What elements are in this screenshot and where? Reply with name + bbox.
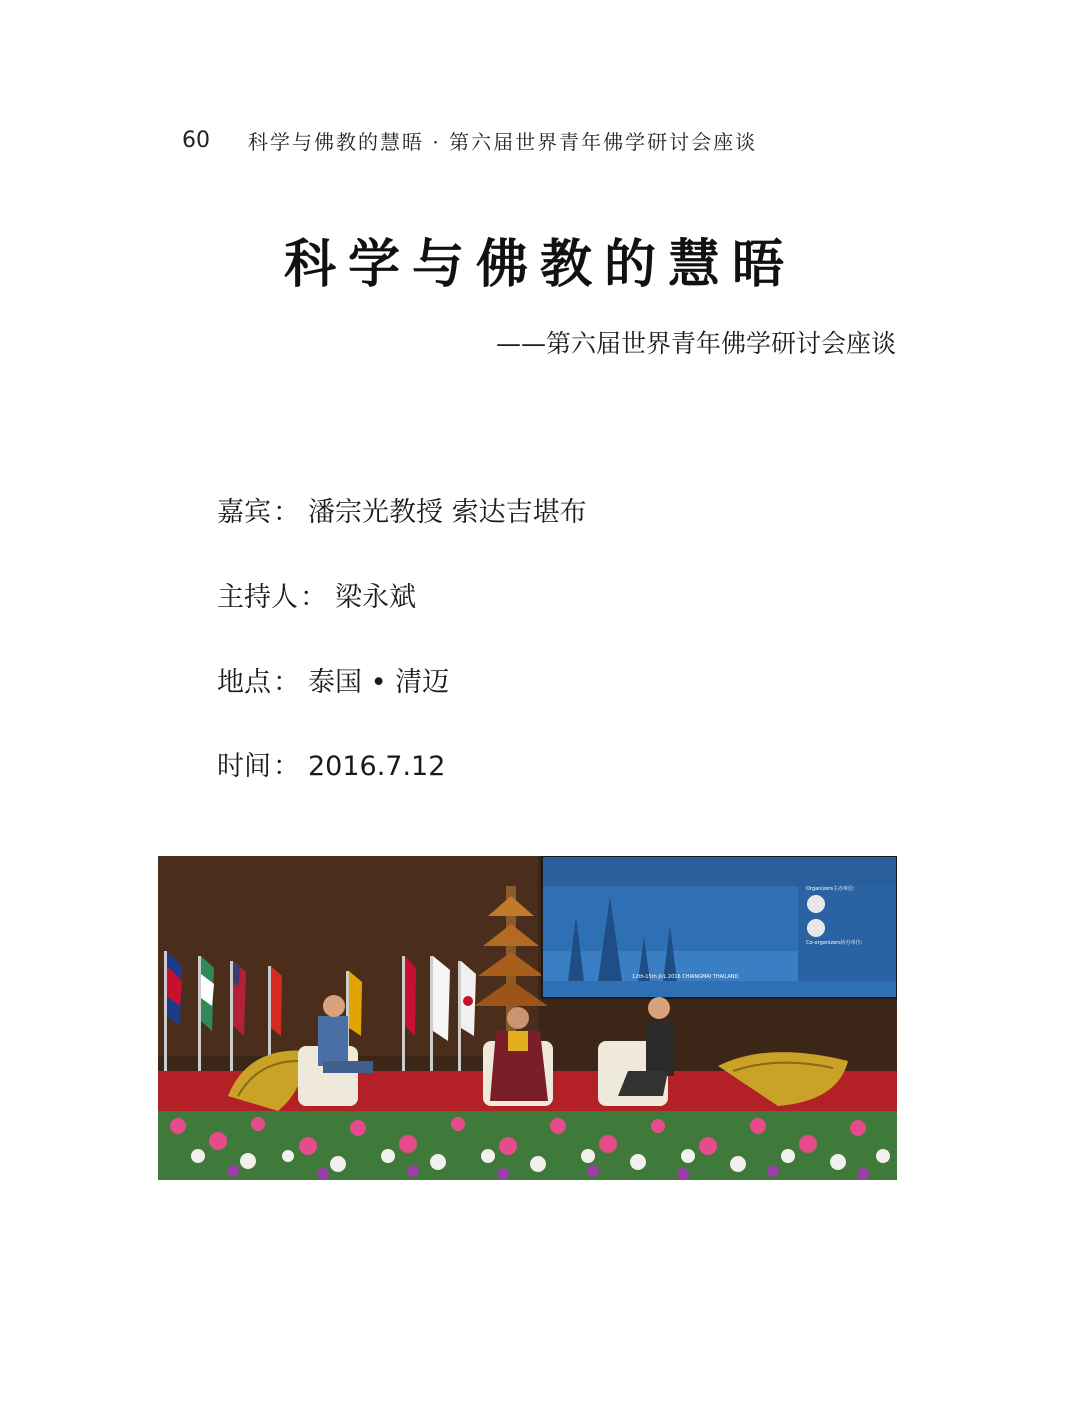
host-label: 主持人	[217, 582, 298, 613]
guests-value: 潘宗光教授 索达吉堪布	[308, 497, 587, 528]
article-title: 科学与佛教的慧晤	[283, 234, 796, 295]
location-value: 泰国 • 清迈	[308, 667, 450, 698]
screen-date-line: 12th-15th JUL 2016 CHIANGMAI THAILAND	[632, 974, 739, 980]
running-head	[182, 124, 757, 156]
page-number: 60	[182, 127, 210, 153]
location-line	[217, 660, 449, 699]
flower-arrangement	[158, 1111, 897, 1180]
time-value: 2016.7.12	[308, 751, 446, 782]
screen-organizers: Organizers主办单位:	[806, 886, 855, 892]
stage-illustration	[158, 856, 897, 1180]
time-line	[217, 744, 445, 783]
running-title: 科学与佛教的慧晤 · 第六届世界青年佛学研讨会座谈	[248, 129, 758, 154]
guests-label: 嘉宾	[217, 497, 271, 528]
host-line	[217, 575, 416, 614]
host-value: 梁永斌	[335, 582, 416, 613]
event-photo	[158, 856, 897, 1180]
time-colon: ：	[273, 751, 300, 782]
location-colon: ：	[273, 667, 300, 698]
guests-colon: ：	[273, 497, 300, 528]
screen-coorganizers: Co-organizers协办单位:	[806, 940, 863, 946]
location-label: 地点	[217, 667, 271, 698]
article-subtitle: ——第六届世界青年佛学研讨会座谈	[495, 329, 896, 358]
projection-screen	[542, 856, 897, 998]
time-label: 时间	[217, 751, 271, 782]
guests-line	[217, 490, 587, 529]
host-colon: ：	[300, 582, 327, 613]
